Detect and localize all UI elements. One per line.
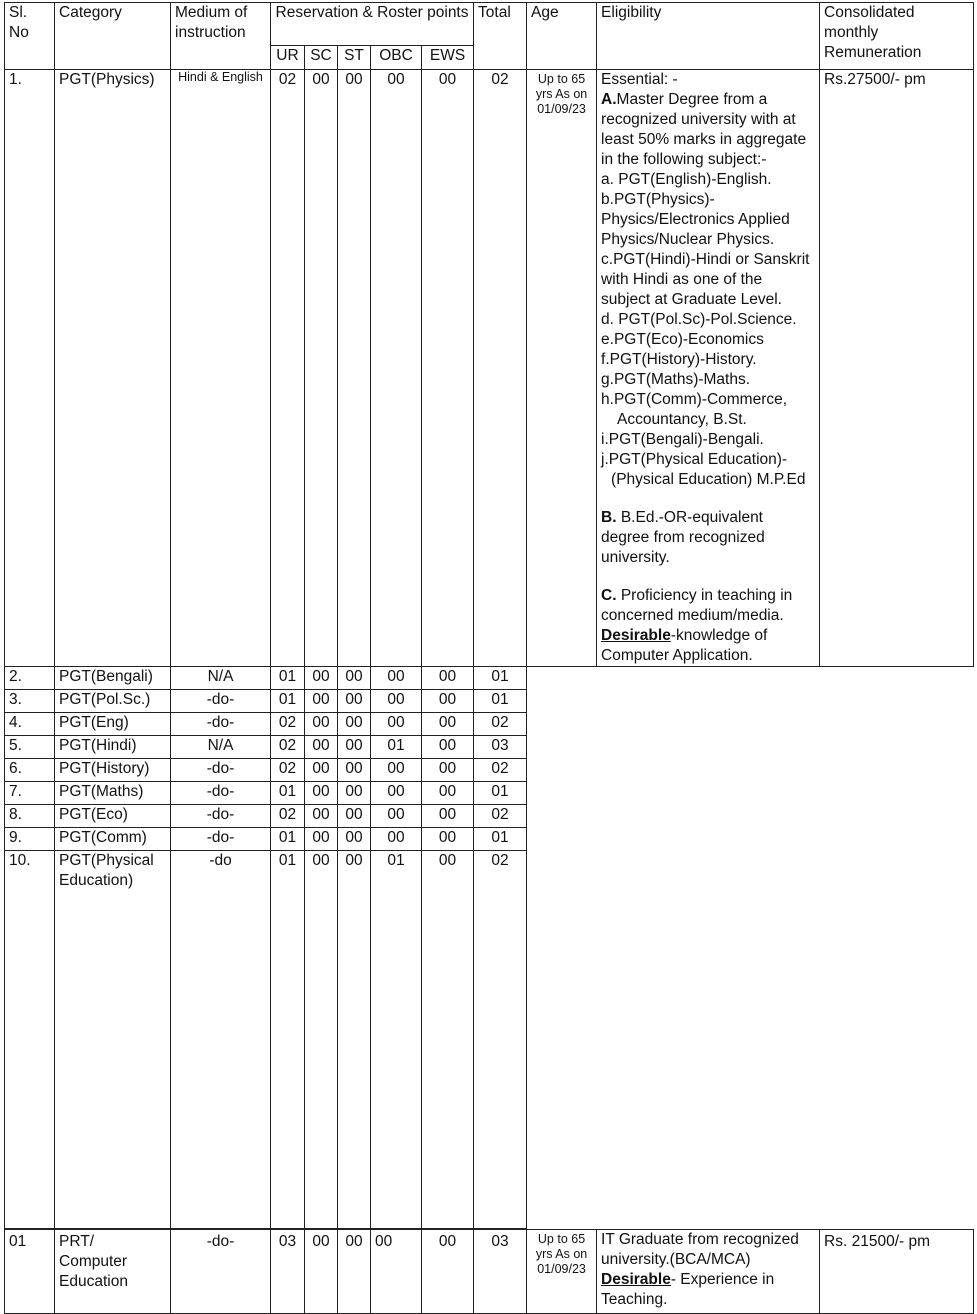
row-sc: 00 [305,805,338,828]
row-st: 00 [338,667,371,690]
row-ur: 01 [271,667,305,690]
desirable-text: -knowledge of Computer Application. [601,627,768,664]
a-text: Master Degree from a recognized university with at least 50% marks in aggregate in the following subject:- [601,91,807,168]
row-obc: 00 [371,759,422,782]
row-medium: -do- [171,1230,271,1314]
header-total: Total [474,3,527,70]
prt-age: Up to 65 yrs As on 01/09/23 [527,1230,597,1314]
row-sl: 9. [5,828,55,851]
row-total: 01 [474,782,527,805]
table-row [5,828,974,851]
row-ur: 02 [271,759,305,782]
row-medium: -do- [171,759,271,782]
prt-eligibility [597,1230,820,1314]
row-category: PGT(Maths) [55,782,171,805]
row-sl: 10. [5,851,55,1229]
row-medium: -do- [171,828,271,851]
row-st: 00 [338,828,371,851]
row-ews: 00 [422,851,474,1229]
row-obc: 00 [371,70,422,667]
row-sc: 00 [305,667,338,690]
subject-g: g.PGT(Maths)-Maths. [601,371,751,388]
row-sl: 7. [5,782,55,805]
prt-desirable-text: - Experience in Teaching. [601,1271,775,1308]
row-obc: 00 [371,805,422,828]
b-label: B. [601,509,617,526]
row-obc: 00 [371,1230,422,1314]
row-ur: 01 [271,851,305,1229]
subject-j-cont: (Physical Education) M.P.Ed [611,471,806,488]
row-sl: 3. [5,690,55,713]
row-st: 00 [338,1230,371,1314]
row-ews: 00 [422,805,474,828]
subject-h-cont: Accountancy, B.St. [617,411,747,428]
c-text: Proficiency in teaching in concerned medium/media. [601,587,793,624]
subject-e: e.PGT(Eco)-Economics [601,331,764,348]
row-ews: 00 [422,690,474,713]
pgt-eligibility [597,70,820,667]
header-eligibility: Eligibility [597,3,820,70]
row-sc: 00 [305,851,338,1229]
row-category: PGT(Physical Education) [55,851,171,1229]
header-sl: Sl. No [5,3,55,70]
row-category: PGT(Comm) [55,828,171,851]
row-category: PRT/ Computer Education [55,1230,171,1314]
prt-remuneration: Rs. 21500/- pm [820,1230,974,1314]
row-sl: 1. [5,70,55,667]
row-medium: -do- [171,713,271,736]
row-total: 01 [474,690,527,713]
row-obc: 01 [371,851,422,1229]
row-sl: 2. [5,667,55,690]
row-total: 02 [474,851,527,1229]
row-ur: 01 [271,690,305,713]
table-row [5,70,974,667]
row-category: PGT(Hindi) [55,736,171,759]
row-sl: 8. [5,805,55,828]
row-st: 00 [338,690,371,713]
row-st: 00 [338,736,371,759]
row-total: 01 [474,667,527,690]
table-row [5,851,974,1229]
subject-d: d. PGT(Pol.Sc)-Pol.Science. [601,311,797,328]
row-category: PGT(Bengali) [55,667,171,690]
prt-desirable-label: Desirable [601,1271,671,1288]
subject-i: i.PGT(Bengali)-Bengali. [601,431,764,448]
row-sl: 6. [5,759,55,782]
row-total: 03 [474,736,527,759]
row-total: 02 [474,713,527,736]
desirable-label: Desirable [601,627,671,644]
row-medium: N/A [171,667,271,690]
row-sc: 00 [305,759,338,782]
row-category: PGT(Physics) [55,70,171,667]
header-ews: EWS [422,46,474,70]
table-row-prt [5,1230,974,1314]
subject-h: h.PGT(Comm)-Commerce, [601,391,788,408]
table-row [5,713,974,736]
row-ur: 02 [271,805,305,828]
row-medium: -do [171,851,271,1229]
table-row [5,690,974,713]
row-sc: 00 [305,690,338,713]
row-st: 00 [338,713,371,736]
row-ur: 02 [271,736,305,759]
prt-eligibility-text: IT Graduate from recognized university.(BCA/MCA) [601,1231,799,1268]
header-medium: Medium of instruction [171,3,271,70]
row-obc: 00 [371,828,422,851]
b-text: B.Ed.-OR-equivalent degree from recognized university. [601,509,765,566]
row-obc: 00 [371,713,422,736]
row-st: 00 [338,759,371,782]
row-st: 00 [338,70,371,667]
row-medium: N/A [171,736,271,759]
recruitment-table [4,2,974,1314]
row-category: PGT(Pol.Sc.) [55,690,171,713]
header-category: Category [55,3,171,70]
header-obc: OBC [371,46,422,70]
row-obc: 01 [371,736,422,759]
row-ur: 03 [271,1230,305,1314]
table-row [5,759,974,782]
row-st: 00 [338,782,371,805]
essential-label: Essential: - [601,71,678,88]
c-label: C. [601,587,617,604]
row-sc: 00 [305,736,338,759]
a-label: A. [601,91,617,108]
subject-b: b.PGT(Physics)- Physics/Electronics Applied Physics/Nuclear Physics. [601,191,790,248]
row-ews: 00 [422,70,474,667]
subject-j: j.PGT(Physical Education)- [601,451,788,468]
row-category: PGT(History) [55,759,171,782]
row-total: 03 [474,1230,527,1314]
header-st: ST [338,46,371,70]
row-ur: 02 [271,70,305,667]
pgt-remuneration: Rs.27500/- pm [820,70,974,667]
header-reservation: Reservation & Roster points [271,3,474,46]
row-ews: 00 [422,667,474,690]
header-ur: UR [271,46,305,70]
row-sc: 00 [305,828,338,851]
row-category: PGT(Eco) [55,805,171,828]
row-sl: 4. [5,713,55,736]
subject-f: f.PGT(History)-History. [601,351,757,368]
row-sc: 00 [305,782,338,805]
row-category: PGT(Eng) [55,713,171,736]
row-total: 02 [474,805,527,828]
header-sc: SC [305,46,338,70]
row-total: 02 [474,759,527,782]
row-ews: 00 [422,713,474,736]
row-sl: 5. [5,736,55,759]
pgt-age: Up to 65 yrs As on 01/09/23 [527,70,597,667]
row-st: 00 [338,851,371,1229]
row-medium: Hindi & English [171,70,271,667]
header-age: Age [527,3,597,70]
table-row [5,736,974,759]
row-obc: 00 [371,667,422,690]
row-ur: 02 [271,713,305,736]
subject-c: c.PGT(Hindi)-Hindi or Sanskrit with Hindi as one of the subject at Graduate Level. [601,251,810,308]
row-medium: -do- [171,782,271,805]
table-row [5,667,974,690]
header-remuneration: Consolidated monthly Remuneration [820,3,974,70]
row-ews: 00 [422,828,474,851]
row-sc: 00 [305,713,338,736]
row-ews: 00 [422,782,474,805]
row-sc: 00 [305,70,338,667]
row-medium: -do- [171,690,271,713]
row-obc: 00 [371,690,422,713]
subject-a: a. PGT(English)-English. [601,171,772,188]
row-ews: 00 [422,1230,474,1314]
row-medium: -do- [171,805,271,828]
row-total: 02 [474,70,527,667]
row-ews: 00 [422,736,474,759]
row-ur: 01 [271,782,305,805]
row-ur: 01 [271,828,305,851]
row-sc: 00 [305,1230,338,1314]
table-row [5,782,974,805]
row-sl: 01 [5,1230,55,1314]
row-ews: 00 [422,759,474,782]
row-total: 01 [474,828,527,851]
table-row [5,805,974,828]
row-obc: 00 [371,782,422,805]
row-st: 00 [338,805,371,828]
